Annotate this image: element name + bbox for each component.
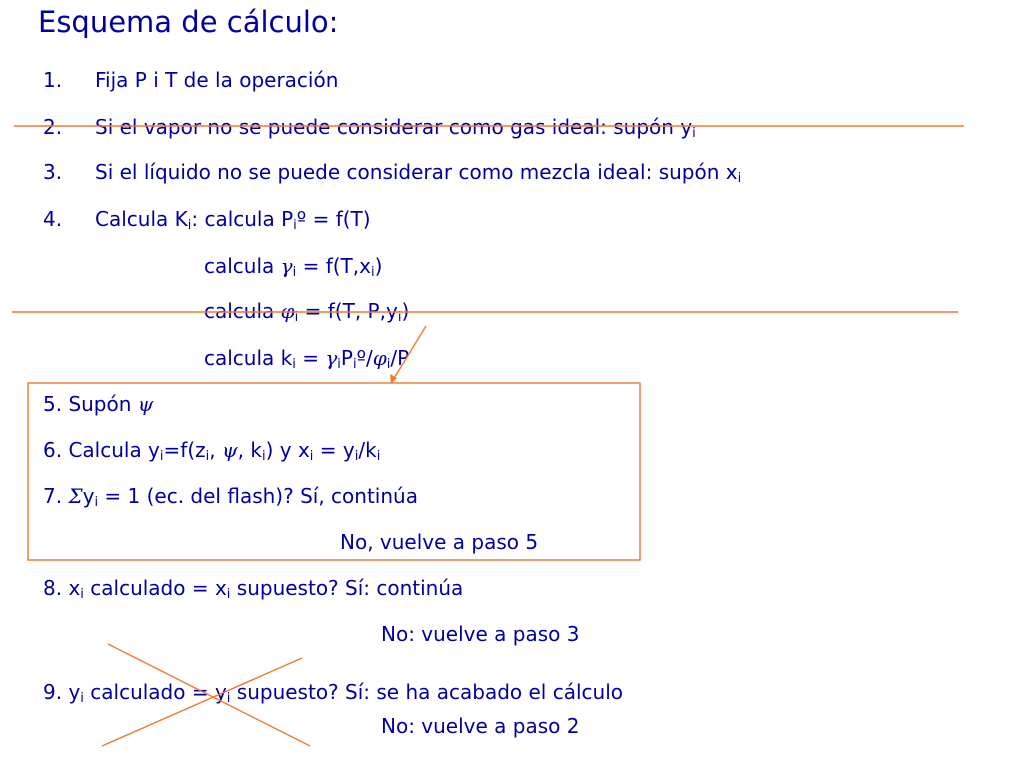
step-text: Si el líquido no se puede considerar como mezcla ideal: supón $x_i$ (95, 160, 742, 186)
step-8: 8. $x_i$ calculado = $x_i$ supuesto? Sí: continúa (43, 576, 464, 602)
arrow-head (390, 374, 397, 384)
step-9-no: No: vuelve a paso 2 (381, 714, 580, 738)
step-text: Si el vapor no se puede considerar como gas ideal: supón $y_i$ (95, 115, 696, 141)
step-number: 1. (43, 68, 63, 92)
step-text: Fija P i T de la operación (95, 68, 339, 92)
step-9: 9. $y_i$ calculado = $y_i$ supuesto? Sí: se ha acabado el cálculo (43, 680, 623, 706)
step-5: 5. Supón ψ (43, 392, 154, 416)
step-7-no: No, vuelve a paso 5 (340, 530, 539, 554)
step-number: 2. (43, 115, 63, 139)
page-title: Esquema de cálculo: (38, 5, 339, 39)
sub-step-k: calcula $k_i$ = $\gamma_iP_iº/\varphi_i/P$ (204, 346, 410, 372)
step-6: 6. Calcula $y_i=f(z_i$, ψ, $k_i$) y $x_i = y_i/k_i$ (43, 438, 381, 464)
step-number: 4. (43, 207, 63, 231)
step-text: Calcula $K_i$: calcula $P_iº = f(T)$ (95, 207, 371, 233)
sub-step-gamma: calcula $\gamma_i = f(T,x_i)$ (204, 254, 383, 280)
step-number: 3. (43, 160, 63, 184)
step-8-no: No: vuelve a paso 3 (381, 622, 580, 646)
step-7: 7. $\Sigma y_i = 1$ (ec. del flash)? Sí, continúa (43, 484, 418, 510)
sub-step-phi: calcula $\varphi_i = f(T$, $P,y_i$) (204, 299, 410, 325)
